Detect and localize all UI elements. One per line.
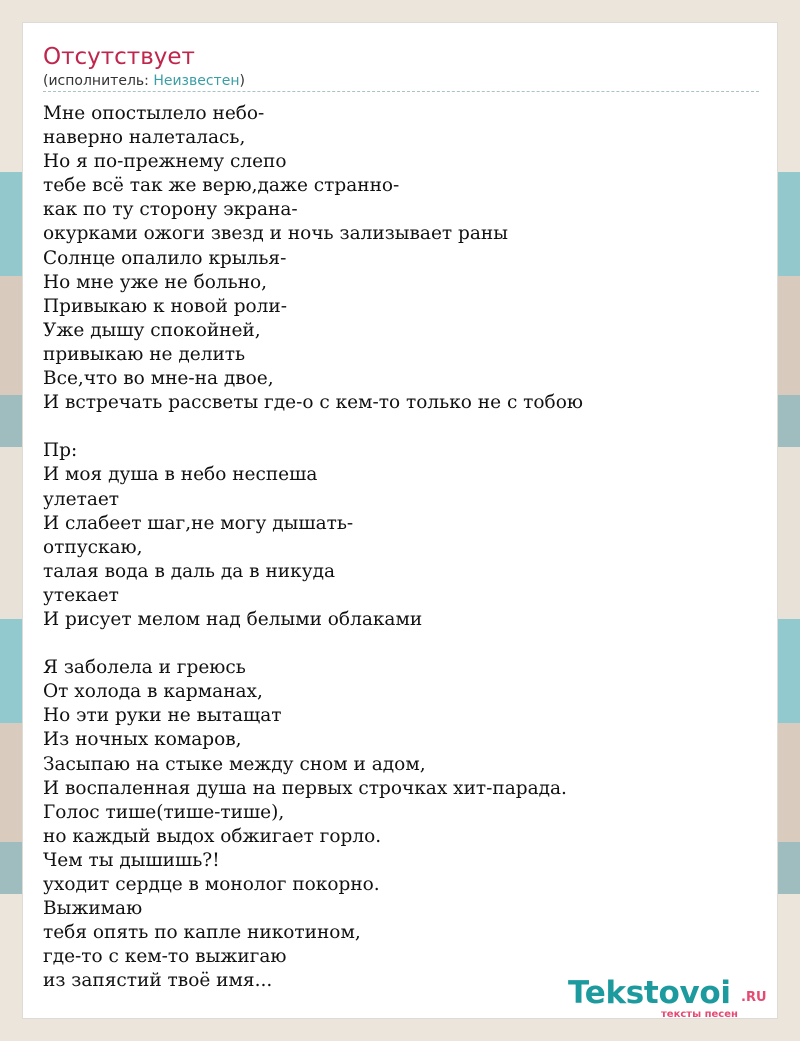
lyric-line: Я заболела и греюсь bbox=[43, 657, 246, 679]
lyric-line: уходит сердце в монолог покорно. bbox=[43, 874, 380, 895]
lyric-line: Привыкаю к новой роли- bbox=[43, 295, 288, 317]
lyric-line: И рисует мелом над белыми облаками bbox=[43, 608, 423, 630]
lyric-line: утекает bbox=[43, 584, 119, 606]
artist-prefix: (исполнитель: bbox=[43, 73, 154, 89]
lyric-line: окурками ожоги звезд и ночь зализывает раны bbox=[43, 223, 508, 245]
site-logo[interactable] bbox=[568, 975, 778, 1023]
lyric-line: И слабеет шаг,не могу дышать- bbox=[43, 512, 354, 534]
artist-suffix: ) bbox=[239, 73, 245, 89]
lyric-line: И встречать рассветы где-о с кем-то только не с тобою bbox=[43, 392, 583, 414]
lyric-line: Мне опостылело небо- bbox=[43, 103, 265, 124]
logo-tagline: тексты песен bbox=[661, 1009, 738, 1020]
lyric-line: тебя опять по капле никотином, bbox=[43, 922, 361, 944]
lyric-line bbox=[43, 415, 763, 439]
lyric-line: От холода в карманах, bbox=[43, 681, 263, 703]
lyric-line: отпускаю, bbox=[43, 536, 143, 558]
lyric-line: Солнце опалило крылья- bbox=[43, 247, 287, 269]
lyric-line: И моя душа в небо неспеша bbox=[43, 464, 318, 486]
lyric-line: И воспаленная душа на первых строчках хит-парада. bbox=[43, 777, 567, 799]
song-title: Отсутствует bbox=[43, 44, 195, 70]
lyric-line: Но эти руки не вытащат bbox=[43, 705, 282, 727]
divider bbox=[43, 91, 759, 92]
logo-name: Tekstovoi bbox=[568, 975, 731, 1011]
lyric-line: Уже дышу спокойней, bbox=[43, 319, 261, 341]
lyrics-text bbox=[43, 102, 763, 993]
lyric-line bbox=[43, 632, 763, 656]
lyric-line: Голос тише(тише-тише), bbox=[43, 801, 285, 823]
artist-link[interactable]: Неизвестен bbox=[153, 73, 240, 89]
lyric-line: наверно налеталась, bbox=[43, 127, 246, 149]
lyric-line: Пр: bbox=[43, 440, 78, 462]
lyrics-card bbox=[22, 22, 778, 1019]
lyric-line: из запястий твоё имя... bbox=[43, 970, 273, 992]
lyric-line: тебе всё так же верю,даже странно- bbox=[43, 175, 400, 197]
artist-line bbox=[43, 72, 245, 90]
lyric-line: Выжимаю bbox=[43, 898, 143, 920]
lyric-line: где-то с кем-то выжигаю bbox=[43, 946, 287, 968]
lyric-line: Засыпаю на стыке между сном и адом, bbox=[43, 753, 426, 775]
lyric-line: Из ночных комаров, bbox=[43, 729, 242, 751]
lyric-line: Но мне уже не больно, bbox=[43, 271, 268, 293]
lyric-line: талая вода в даль да в никуда bbox=[43, 560, 335, 582]
lyric-line: Но я по-прежнему слепо bbox=[43, 151, 287, 173]
lyric-line: привыкаю не делить bbox=[43, 343, 246, 365]
lyric-line: Чем ты дышишь?! bbox=[43, 849, 220, 871]
logo-tld: .RU bbox=[741, 990, 767, 1005]
lyric-line: но каждый выдох обжигает горло. bbox=[43, 825, 382, 847]
lyric-line: как по ту сторону экрана- bbox=[43, 199, 298, 221]
lyric-line: Все,что во мне-на двое, bbox=[43, 368, 274, 390]
lyric-line: улетает bbox=[43, 488, 120, 510]
